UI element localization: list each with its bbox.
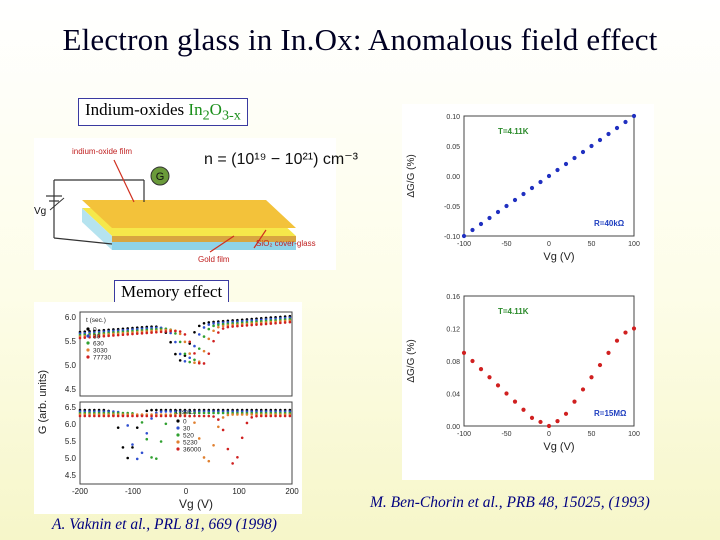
x-axis-label: Vg (V) xyxy=(543,251,575,263)
x-tick-label: 0 xyxy=(547,431,551,438)
sio2-label: SiO₂ cover-glass xyxy=(256,239,316,248)
data-point xyxy=(141,415,144,418)
data-point xyxy=(174,330,177,333)
data-point xyxy=(193,358,196,361)
data-point xyxy=(169,410,172,413)
data-point xyxy=(174,332,177,335)
data-point xyxy=(250,413,253,416)
legend-title: t (sec.) xyxy=(86,317,106,324)
field-effect-panel xyxy=(402,104,654,480)
data-point xyxy=(117,334,120,337)
data-point xyxy=(279,322,282,325)
citation-right xyxy=(370,494,650,512)
data-point xyxy=(145,415,148,418)
legend-label: 77730 xyxy=(93,354,112,362)
data-point xyxy=(496,210,500,214)
voltage-label: Vg xyxy=(34,206,47,217)
data-point xyxy=(165,422,168,425)
data-point xyxy=(203,335,206,338)
x-tick-label: 100 xyxy=(232,487,246,496)
data-point xyxy=(547,174,551,178)
data-point xyxy=(250,324,253,327)
data-point xyxy=(103,335,106,338)
data-point xyxy=(564,412,568,416)
data-point xyxy=(184,353,187,356)
data-point xyxy=(207,338,210,341)
x-tick-label: 100 xyxy=(628,431,640,438)
y-tick-label: -0.10 xyxy=(444,234,460,241)
data-point xyxy=(136,426,139,429)
y-tick-label: 0.08 xyxy=(446,359,460,366)
data-point xyxy=(212,444,215,447)
data-point xyxy=(160,440,163,443)
data-point xyxy=(513,400,517,404)
data-point xyxy=(289,321,292,324)
memory-chart-panel xyxy=(34,302,302,514)
data-point xyxy=(160,331,163,334)
data-point xyxy=(193,361,196,364)
data-point xyxy=(598,363,602,367)
data-point xyxy=(462,351,466,355)
x-tick-label: -100 xyxy=(124,487,142,496)
data-point xyxy=(155,457,158,460)
citation-left xyxy=(52,516,277,534)
data-point xyxy=(203,362,206,365)
data-point xyxy=(572,156,576,160)
x-tick-label: 100 xyxy=(628,241,640,248)
y-tick-label: 0.04 xyxy=(446,391,460,399)
data-point xyxy=(165,415,168,418)
data-point xyxy=(184,333,187,336)
data-point xyxy=(241,324,244,327)
legend-label: 0 xyxy=(93,326,97,334)
gold-label: Gold film xyxy=(198,255,230,264)
legend-marker xyxy=(176,447,179,450)
x-tick-label: -200 xyxy=(71,487,89,496)
data-point xyxy=(198,325,201,328)
data-point xyxy=(136,458,139,461)
x-tick-label: -50 xyxy=(501,431,512,438)
data-point xyxy=(212,412,215,415)
data-point xyxy=(122,415,125,418)
data-point xyxy=(150,456,153,459)
data-point xyxy=(207,412,210,415)
data-point xyxy=(165,410,168,413)
data-point xyxy=(462,234,466,238)
data-point xyxy=(222,327,225,330)
data-point xyxy=(203,322,206,325)
data-point xyxy=(227,414,230,417)
legend-marker xyxy=(176,433,179,436)
data-point xyxy=(131,446,134,449)
data-point xyxy=(513,198,517,202)
data-point xyxy=(207,352,210,355)
data-point xyxy=(246,422,249,425)
formula-sub-2: 3-x xyxy=(221,107,241,124)
data-point xyxy=(131,333,134,336)
plot-frame xyxy=(464,296,634,426)
temperature-annotation: T=4.11K xyxy=(498,307,529,316)
data-point xyxy=(198,437,201,440)
data-point xyxy=(126,415,129,418)
legend-label: 36000 xyxy=(183,446,202,454)
data-point xyxy=(83,415,86,418)
density-formula: n = (10¹⁹ − 10²¹) cm⁻³ xyxy=(204,151,358,168)
data-point xyxy=(103,415,106,418)
x-tick-label: -100 xyxy=(456,431,472,438)
data-point xyxy=(141,451,144,454)
data-point xyxy=(530,416,534,420)
data-point xyxy=(260,323,263,326)
data-point xyxy=(547,424,551,428)
data-point xyxy=(470,228,474,232)
x-tick-label: -50 xyxy=(501,241,512,248)
data-point xyxy=(207,323,210,326)
data-point xyxy=(479,222,483,226)
data-point xyxy=(126,424,129,427)
y-tick-label: 0.10 xyxy=(446,114,460,121)
formula-in: In xyxy=(188,100,203,119)
data-point xyxy=(572,400,576,404)
y-tick-label: 5.5 xyxy=(64,337,76,346)
data-point xyxy=(231,413,234,416)
film-arrow xyxy=(114,160,134,202)
data-point xyxy=(265,323,268,326)
data-point xyxy=(203,412,206,415)
y-tick-label: 5.0 xyxy=(64,361,76,370)
data-point xyxy=(241,413,244,416)
legend-marker xyxy=(86,334,89,337)
data-point xyxy=(179,341,182,344)
data-point xyxy=(112,334,115,337)
y-tick-label: 4.5 xyxy=(64,471,76,480)
citation-right-vol: 48 xyxy=(538,494,555,511)
data-point xyxy=(255,415,258,418)
data-point xyxy=(487,375,491,379)
y-tick-label: 6.0 xyxy=(64,420,76,429)
data-point xyxy=(222,429,225,432)
data-point xyxy=(203,415,206,418)
data-point xyxy=(145,332,148,335)
gate-label: G xyxy=(155,171,165,183)
data-point xyxy=(217,412,220,415)
data-point xyxy=(150,331,153,334)
field-effect-chart-bottom xyxy=(402,286,654,476)
data-point xyxy=(136,415,139,418)
y-tick-label: 0.12 xyxy=(446,326,460,334)
data-point xyxy=(155,409,158,412)
data-point xyxy=(188,361,191,364)
data-point xyxy=(255,323,258,326)
data-point xyxy=(222,412,225,415)
data-point xyxy=(122,333,125,336)
device-schematic xyxy=(34,138,358,270)
data-point xyxy=(236,456,239,459)
data-point xyxy=(555,168,559,172)
data-point xyxy=(207,328,210,331)
data-point xyxy=(222,416,225,419)
data-point xyxy=(470,359,474,363)
data-point xyxy=(521,408,525,412)
indium-oxides-label xyxy=(78,98,248,126)
data-point xyxy=(606,351,610,355)
data-point xyxy=(236,413,239,416)
data-point xyxy=(274,322,277,325)
formula-sub-1: 2 xyxy=(202,107,210,124)
data-point xyxy=(179,333,182,336)
data-point xyxy=(227,448,230,451)
data-point xyxy=(284,321,287,324)
label-prefix: Indium-oxides xyxy=(85,100,189,119)
data-point xyxy=(198,412,201,415)
data-point xyxy=(184,341,187,344)
legend-marker xyxy=(176,419,179,422)
data-point xyxy=(169,330,172,333)
data-point xyxy=(564,162,568,166)
legend-marker xyxy=(86,348,89,351)
y-tick-label: 0.00 xyxy=(446,174,460,181)
data-point xyxy=(193,331,196,334)
resistance-annotation: R=40kΩ xyxy=(594,219,625,228)
data-point xyxy=(126,333,129,336)
citation-right-rest: , 15025, (1993) xyxy=(554,494,650,511)
x-tick-label: 50 xyxy=(587,431,596,438)
data-point xyxy=(150,417,153,420)
data-point xyxy=(155,331,158,334)
data-point xyxy=(487,216,491,220)
data-point xyxy=(217,331,220,334)
data-point xyxy=(606,132,610,136)
data-point xyxy=(126,457,129,460)
x-tick-label: 200 xyxy=(285,487,299,496)
data-point xyxy=(241,436,244,439)
citation-left-rest: , 669 (1998) xyxy=(200,516,277,533)
x-tick-label: 0 xyxy=(547,241,551,248)
y-axis-label: G (arb. units) xyxy=(37,369,49,435)
data-point xyxy=(193,352,196,355)
data-point xyxy=(150,415,153,418)
formula-o: O xyxy=(209,100,222,119)
data-point xyxy=(598,138,602,142)
data-point xyxy=(79,337,82,340)
data-point xyxy=(93,415,96,418)
data-point xyxy=(260,415,263,418)
data-point xyxy=(141,421,144,424)
x-axis-label: Vg (V) xyxy=(543,441,575,453)
y-tick-label: 0.16 xyxy=(446,294,460,301)
data-point xyxy=(479,367,483,371)
data-point xyxy=(623,120,627,124)
legend-label: 5230 xyxy=(183,439,198,447)
data-point xyxy=(227,326,230,329)
data-point xyxy=(231,325,234,328)
data-point xyxy=(589,375,593,379)
data-point xyxy=(198,415,201,418)
y-tick-label: 5.5 xyxy=(64,437,76,446)
data-point xyxy=(231,462,234,465)
data-point xyxy=(246,324,249,327)
legend-label: 30 xyxy=(183,425,191,433)
x-tick-label: 0 xyxy=(183,487,189,496)
data-point xyxy=(246,413,249,416)
data-point xyxy=(222,325,225,328)
resistance-annotation: R=15MΩ xyxy=(594,409,627,418)
y-axis-label: ΔG/G (%) xyxy=(406,339,417,383)
data-point xyxy=(496,383,500,387)
data-point xyxy=(581,150,585,154)
citation-right-text: M. Ben-Chorin et al., PRB xyxy=(370,494,539,511)
data-point xyxy=(188,340,191,343)
legend-label: 630 xyxy=(93,340,104,348)
data-point xyxy=(207,415,210,418)
data-point xyxy=(184,360,187,363)
data-point xyxy=(174,353,177,356)
data-point xyxy=(160,415,163,418)
y-tick-label: -0.05 xyxy=(444,204,460,211)
data-point xyxy=(615,126,619,130)
data-point xyxy=(98,415,101,418)
data-point xyxy=(217,418,220,421)
data-point xyxy=(117,415,120,418)
data-point xyxy=(279,415,282,418)
data-point xyxy=(150,409,153,412)
data-point xyxy=(212,415,215,418)
data-point xyxy=(174,341,177,344)
data-point xyxy=(270,415,273,418)
data-point xyxy=(188,356,191,359)
data-point xyxy=(117,426,120,429)
data-point xyxy=(193,421,196,424)
data-point xyxy=(179,330,182,333)
y-tick-label: 6.5 xyxy=(64,403,76,412)
citation-left-vol: 81 xyxy=(185,516,201,533)
data-point xyxy=(145,410,148,413)
data-point xyxy=(270,322,273,325)
data-point xyxy=(615,339,619,343)
data-point xyxy=(79,415,82,418)
data-point xyxy=(107,335,110,338)
data-point xyxy=(284,415,287,418)
data-point xyxy=(107,415,110,418)
data-point xyxy=(538,180,542,184)
x-axis-label: Vg (V) xyxy=(178,497,214,511)
data-point xyxy=(198,362,201,365)
data-point xyxy=(188,352,191,355)
legend-label: 3030 xyxy=(93,347,108,355)
data-point xyxy=(212,322,215,325)
temperature-annotation: T=4.11K xyxy=(498,127,529,136)
legend-marker xyxy=(176,440,179,443)
data-point xyxy=(169,415,172,418)
data-point xyxy=(212,329,215,332)
field-effect-chart-top xyxy=(402,104,654,280)
y-tick-label: 6.0 xyxy=(64,313,76,322)
data-point xyxy=(198,333,201,336)
data-point xyxy=(504,204,508,208)
data-point xyxy=(504,391,508,395)
x-tick-label: 50 xyxy=(587,241,596,248)
citation-left-text: A. Vaknin et al., PRL xyxy=(52,516,186,533)
data-point xyxy=(155,415,158,418)
data-point xyxy=(217,323,220,326)
data-point xyxy=(165,330,168,333)
data-point xyxy=(581,387,585,391)
data-point xyxy=(203,326,206,329)
data-point xyxy=(555,419,559,423)
data-point xyxy=(589,144,593,148)
data-point xyxy=(207,460,210,463)
data-point xyxy=(203,456,206,459)
data-point xyxy=(217,326,220,329)
data-point xyxy=(136,332,139,335)
data-point xyxy=(632,114,636,118)
data-point xyxy=(141,332,144,335)
data-point xyxy=(112,415,115,418)
memory-chart xyxy=(34,302,302,514)
data-point xyxy=(145,438,148,441)
data-point xyxy=(122,446,125,449)
data-point xyxy=(131,415,134,418)
y-tick-label: 0.00 xyxy=(446,424,460,431)
legend-label: 30 xyxy=(93,333,101,341)
y-tick-label: 4.5 xyxy=(64,385,76,394)
data-point xyxy=(623,330,627,334)
data-point xyxy=(632,326,636,330)
data-point xyxy=(289,415,292,418)
slide-title: Electron glass in In.Ox: Anomalous field effect xyxy=(62,22,658,57)
data-point xyxy=(250,416,253,419)
data-point xyxy=(530,186,534,190)
y-tick-label: 0.05 xyxy=(446,144,460,151)
data-point xyxy=(538,420,542,424)
data-point xyxy=(212,325,215,328)
data-point xyxy=(521,192,525,196)
data-point xyxy=(179,353,182,356)
legend-label: 0 xyxy=(183,418,187,426)
legend-marker xyxy=(86,341,89,344)
data-point xyxy=(83,336,86,339)
y-axis-label: ΔG/G (%) xyxy=(406,154,417,198)
data-point xyxy=(212,340,215,343)
data-point xyxy=(160,410,163,413)
legend-marker xyxy=(176,426,179,429)
data-point xyxy=(236,325,239,328)
data-point xyxy=(203,350,206,353)
data-point xyxy=(198,347,201,350)
film-label: indium-oxide film xyxy=(72,147,133,156)
data-point xyxy=(88,415,91,418)
x-tick-label: -100 xyxy=(456,241,472,248)
data-point xyxy=(265,415,268,418)
data-point xyxy=(274,415,277,418)
data-point xyxy=(131,443,134,446)
legend-marker xyxy=(86,355,89,358)
memory-effect-label: Memory effect xyxy=(114,280,229,304)
data-point xyxy=(193,345,196,348)
data-point xyxy=(217,426,220,429)
y-tick-label: 5.0 xyxy=(64,454,76,463)
data-point xyxy=(179,359,182,362)
data-point xyxy=(145,432,148,435)
legend-title: t (sec.) xyxy=(176,409,196,416)
legend-label: 520 xyxy=(183,432,194,440)
legend-marker xyxy=(86,327,89,330)
data-point xyxy=(169,341,172,344)
